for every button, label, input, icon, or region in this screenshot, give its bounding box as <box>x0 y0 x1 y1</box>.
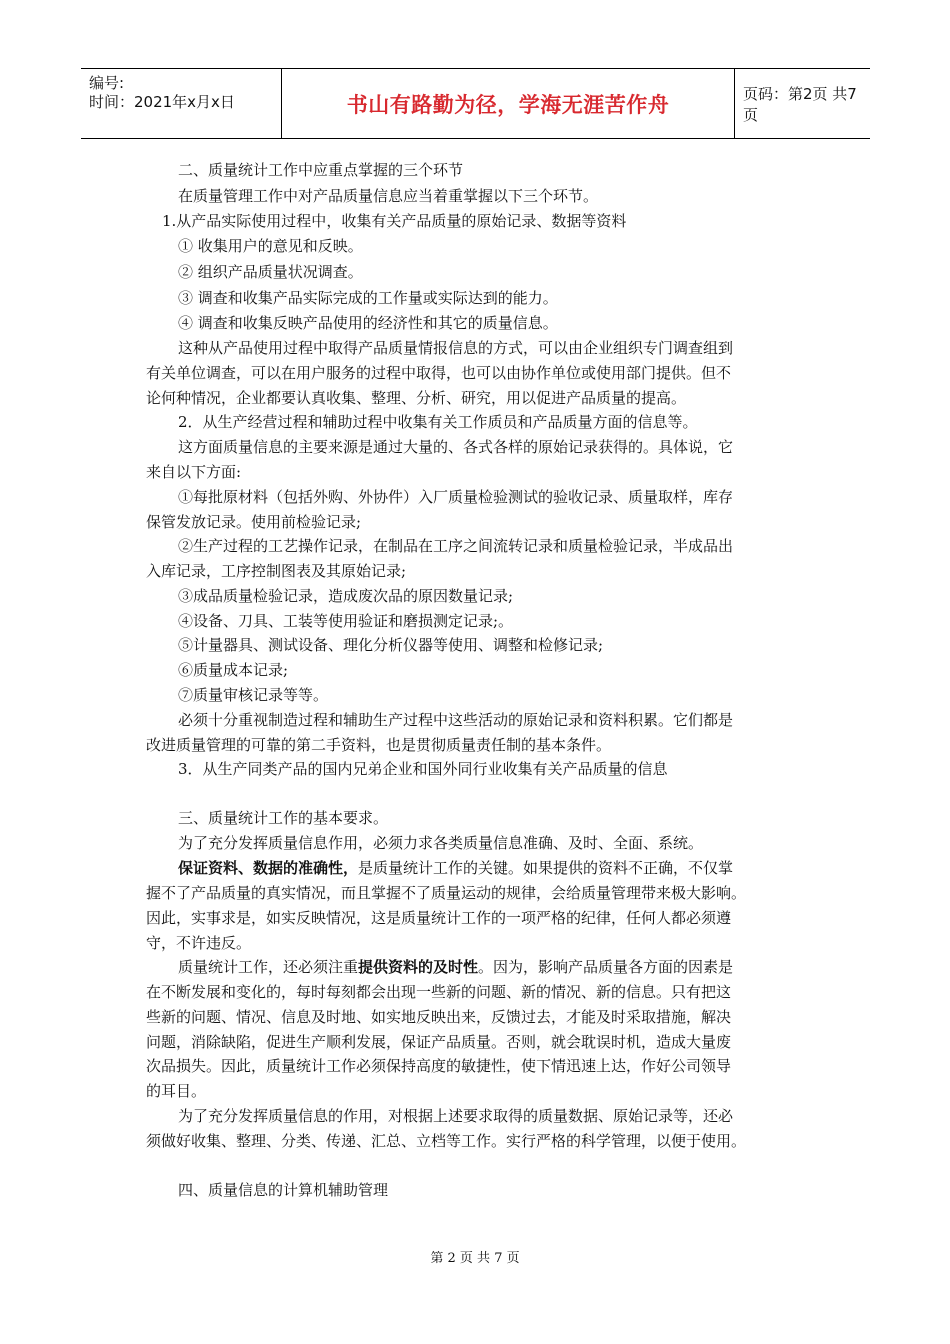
paragraph-line: 为了充分发挥质量信息作用，必须力求各类质量信息准确、及时、全面、系统。 <box>178 834 704 852</box>
list-heading: 3．从生产同类产品的国内兄弟企业和国外同行业收集有关产品质量的信息 <box>178 760 668 778</box>
paragraph-line: 须做好收集、整理、分类、传递、汇总、立档等工作。实行严格的科学管理，以便于使用。 <box>146 1132 747 1150</box>
emphasis-text: 保证资料、数据的准确性， <box>178 859 359 877</box>
header-motto: 书山有路勤为径，学海无涯苦作舟 <box>346 92 670 117</box>
paragraph-line: 这种从产品使用过程中取得产品质量情报信息的方式，可以由企业组织专门调查组到 <box>178 339 734 357</box>
paragraph-line: 在质量管理工作中对产品质量信息应当着重掌握以下三个环节。 <box>178 187 599 205</box>
section-heading: 二、质量统计工作中应重点掌握的三个环节 <box>178 161 464 179</box>
page-footer: 第 2 页 共 7 页 <box>430 1251 520 1266</box>
list-item: ② 组织产品质量状况调查。 <box>178 263 363 281</box>
number-label: 编号: <box>89 74 125 92</box>
list-item: ④ 调查和收集反映产品使用的经济性和其它的质量信息。 <box>178 314 558 332</box>
paragraph-line: 必须十分重视制造过程和辅助生产过程中这些活动的原始记录和资料积累。它们都是 <box>178 711 734 729</box>
paragraph-text: 质量统计工作，还必须注重 <box>178 958 359 976</box>
page-header <box>81 68 870 139</box>
paragraph-line: 在不断发展和变化的，每时每刻都会出现一些新的问题、新的情况、新的信息。只有把这 <box>146 983 732 1001</box>
paragraph-line: 改进质量管理的可靠的第二手资料，也是贯彻质量责任制的基本条件。 <box>146 736 612 754</box>
paragraph-line: 问题，消除缺陷，促进生产顺利发展，保证产品质量。否则，就会耽误时机，造成大量废 <box>146 1033 732 1051</box>
emphasis-text: 提供资料的及时性 <box>358 958 479 976</box>
paragraph-text: 。因为，影响产品质量各方面的因素是 <box>478 958 734 976</box>
paragraph-line: 守，不许违反。 <box>146 934 252 952</box>
paragraph-line: 为了充分发挥质量信息的作用，对根据上述要求取得的质量数据、原始记录等，还必 <box>178 1107 734 1125</box>
paragraph-line: 这方面质量信息的主要来源是通过大量的、各式各样的原始记录获得的。具体说，它 <box>178 438 734 456</box>
paragraph-line: 来自以下方面: <box>146 463 242 481</box>
time-label: 时间：2021年x月x日 <box>89 93 235 111</box>
header-meta <box>81 69 281 138</box>
list-item: 入库记录，工序控制图表及其原始记录; <box>146 562 407 580</box>
list-item: ③成品质量检验记录，造成废次品的原因数量记录; <box>178 587 514 605</box>
paragraph-line: 有关单位调查，可以在用户服务的过程中取得，也可以由协作单位或使用部门提供。但不 <box>146 364 732 382</box>
paragraph-line: 些新的问题、情况、信息及时地、如实地反映出来，反馈过去，才能及时采取措施，解决 <box>146 1008 732 1026</box>
paragraph-line: 因此，实事求是，如实反映情况，这是质量统计工作的一项严格的纪律，任何人都必须遵 <box>146 909 732 927</box>
paragraph-line: 次品损失。因此，质量统计工作必须保持高度的敏捷性，使下情迅速上达，作好公司领导 <box>146 1057 732 1075</box>
list-item: ⑦质量审核记录等等。 <box>178 686 329 704</box>
section-heading: 四、质量信息的计算机辅助管理 <box>178 1181 389 1199</box>
paragraph-line <box>178 859 733 877</box>
list-item: ① 收集用户的意见和反映。 <box>178 237 363 255</box>
list-item: ⑤计量器具、测试设备、理化分析仪器等使用、调整和检修记录; <box>178 636 604 654</box>
list-item: ①每批原材料（包括外购、外协件）入厂质量检验测试的验收记录、质量取样，库存 <box>178 488 734 506</box>
paragraph-line: 论何种情况，企业都要认真收集、整理、分析、研究，用以促进产品质量的提高。 <box>146 389 687 407</box>
list-heading: 1.从产品实际使用过程中，收集有关产品质量的原始记录、数据等资料 <box>162 212 627 230</box>
paragraph-line <box>178 958 733 976</box>
section-heading: 三、质量统计工作的基本要求。 <box>178 809 389 827</box>
list-item: ⑥质量成本记录; <box>178 661 289 679</box>
header-page-info: 页码：第2页 共7页 <box>743 84 857 124</box>
list-item: ②生产过程的工艺操作记录，在制品在工序之间流转记录和质量检验记录，半成品出 <box>178 537 734 555</box>
paragraph-line: 握不了产品质量的真实情况，而且掌握不了质量运动的规律，会给质量管理带来极大影响。 <box>146 884 747 902</box>
list-item: ④设备、刀具、工装等使用验证和磨损测定记录;。 <box>178 612 514 630</box>
paragraph-line: 的耳目。 <box>146 1082 207 1100</box>
paragraph-text: 是质量统计工作的关键。如果提供的资料不正确，不仅掌 <box>358 859 734 877</box>
list-heading: 2．从生产经营过程和辅助过程中收集有关工作质员和产品质量方面的信息等。 <box>178 413 698 431</box>
list-item: ③ 调查和收集产品实际完成的工作量或实际达到的能力。 <box>178 289 558 307</box>
list-item: 保管发放记录。使用前检验记录; <box>146 513 362 531</box>
